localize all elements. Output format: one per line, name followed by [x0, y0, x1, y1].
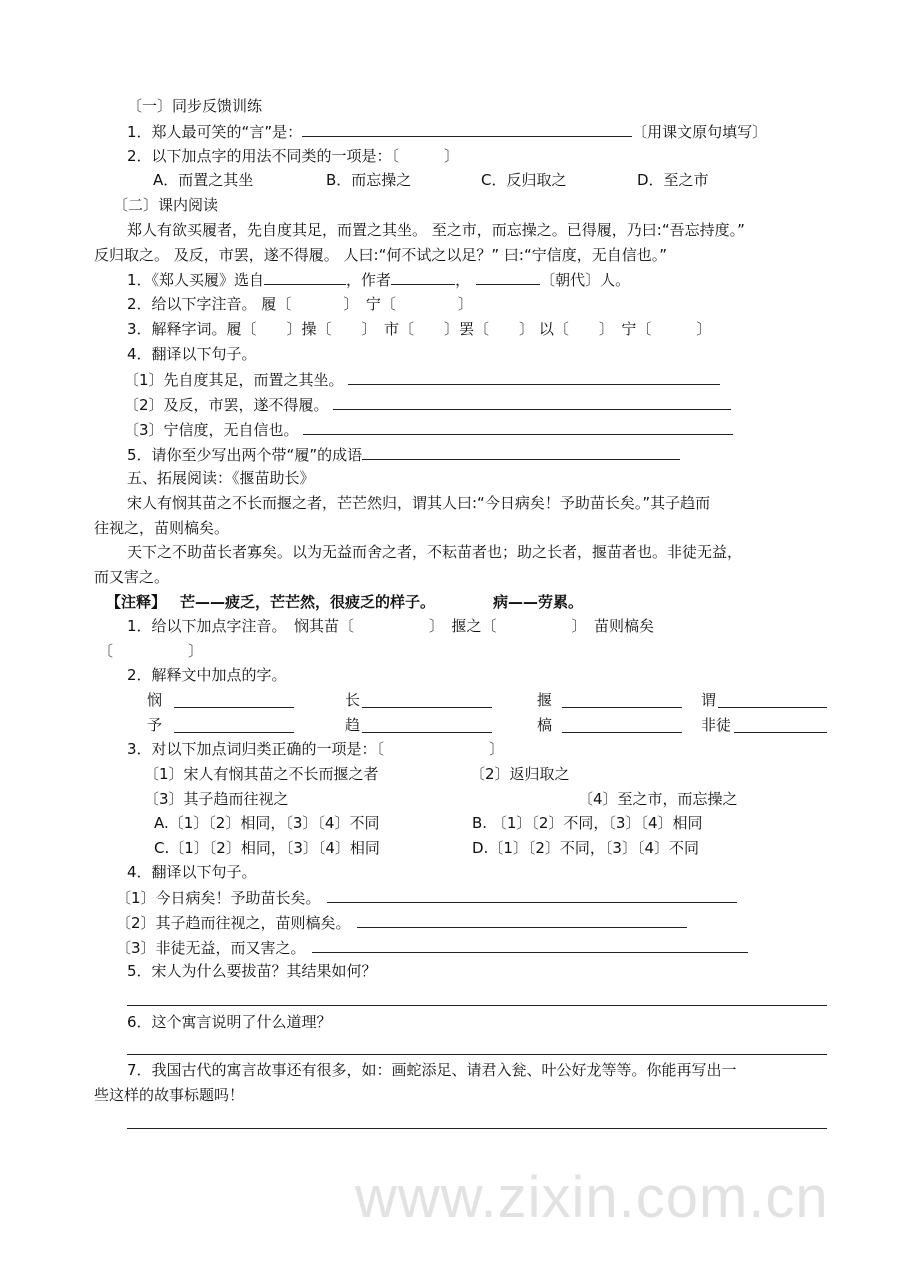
- s2-q1: [127, 269, 630, 289]
- q-text: 5．请你至少写出两个带“履”的成语: [127, 446, 363, 464]
- answer-blank[interactable]: [476, 269, 540, 285]
- s2-q2: [127, 294, 473, 314]
- word-label: 槁: [537, 716, 553, 734]
- section-3-title: 五、拓展阅读：《揠苗助长》: [127, 469, 315, 487]
- s2-q4-item: [124, 369, 720, 389]
- s3-q3-options: [154, 838, 844, 858]
- q-text: ，作者: [346, 271, 392, 289]
- option-b[interactable]: B．而忘操之: [326, 171, 412, 189]
- q-text: 〔1〕先自度其足，而置之其坐。: [124, 371, 344, 389]
- s3-q4: 4．翻译以下句子。: [127, 863, 257, 881]
- answer-blank[interactable]: [174, 717, 294, 733]
- s3-q2: 2．解释文中加点的字。: [127, 666, 287, 684]
- word-label: 悯: [147, 691, 163, 709]
- s3-q2-row: [147, 690, 837, 710]
- word-label: 非徒: [701, 716, 732, 734]
- word-label: 谓: [701, 691, 717, 709]
- option-a[interactable]: A.〔1〕〔2〕相同，〔3〕〔4〕不同: [154, 814, 380, 832]
- s3-q2-row: [147, 715, 837, 735]
- s2-q5: [127, 444, 680, 464]
- answer-blank[interactable]: [312, 937, 748, 953]
- s3-q1: 1．给以下加点字注音。 悯其苗〔 〕 揠之〔 〕 苗则槁矣: [127, 617, 655, 635]
- s3-q7-cont: 些这样的故事标题吗！: [94, 1086, 245, 1104]
- answer-blank[interactable]: [562, 692, 682, 708]
- s3-q4-item: [116, 887, 737, 907]
- answer-blank[interactable]: [348, 369, 720, 385]
- answer-blank[interactable]: [734, 717, 827, 733]
- answer-blank[interactable]: [718, 692, 827, 708]
- s2-q3: 3．解释字词。履〔 〕操〔 〕 市〔 〕罢〔 〕 以〔 〕 宁〔 〕: [127, 320, 712, 338]
- s3-q7: 7．我国古代的寓言故事还有很多，如：画蛇添足、请君入瓮、叶公好龙等等。你能再写出一: [127, 1061, 737, 1079]
- s1-q1: [127, 121, 767, 141]
- s2-q4-item: [124, 394, 731, 414]
- s2-q4-item: [124, 419, 733, 439]
- passage-line: 天下之不助苗长者寡矣。以为无益而舍之者，不耘苗者也；助之长者，揠苗者也。非徒无益，: [127, 543, 743, 561]
- passage-line: 宋人有悯其苗之不长而揠之者，芒芒然归，谓其人曰:“今日病矣！予助苗长矣。”其子趋而: [127, 494, 711, 512]
- answer-blank[interactable]: [391, 269, 455, 285]
- note-text: 病——劳累。: [493, 593, 584, 611]
- q-text: ，: [455, 271, 471, 289]
- item-text: 〔2〕返归取之: [470, 765, 570, 783]
- s3-q5: 5．宋人为什么要拔苗？其结果如何？: [127, 962, 377, 980]
- option-d[interactable]: D.〔1〕〔2〕不同，〔3〕〔4〕不同: [472, 839, 699, 857]
- answer-blank[interactable]: [362, 692, 492, 708]
- section-1-title: 〔一〕同步反馈训练: [127, 97, 263, 115]
- s3-q3-options: [154, 813, 844, 833]
- s1-q2: 2．以下加点字的用法不同类的一项是：〔 〕: [127, 147, 460, 165]
- s2-q4: 4．翻译以下句子。: [127, 345, 257, 363]
- passage-line: 而又害之。: [94, 568, 170, 586]
- s3-q6: 6．这个寓言说明了什么道理？: [127, 1013, 332, 1031]
- item-text: 〔4〕至之市，而忘操之: [578, 790, 738, 808]
- q-text: 2．给以下字注音。 履〔: [127, 295, 292, 313]
- word-label: 长: [345, 691, 361, 709]
- q-text: 〔1〕今日病矣！予助苗长矣。: [116, 889, 321, 907]
- s3-q3: 3．对以下加点词归类正确的一项是：〔 〕: [127, 740, 505, 758]
- answer-line[interactable]: [127, 1005, 827, 1006]
- q-text: 1．《郑人买履》选自: [127, 271, 265, 289]
- annotation: [106, 592, 583, 612]
- note-label: 【注释】: [106, 593, 167, 611]
- answer-blank[interactable]: [303, 419, 733, 435]
- q-text: 〕 宁〔: [343, 295, 396, 313]
- q-text: 〔3〕宁信度，无自信也。: [124, 421, 299, 439]
- item-text: 〔1〕宋人有悯其苗之不长而揠之者: [144, 765, 379, 783]
- item-text: 〔3〕其子趋而往视之: [144, 790, 289, 808]
- q-text: 〔用课文原句填写〕: [632, 123, 768, 141]
- answer-blank[interactable]: [264, 269, 346, 285]
- answer-blank[interactable]: [327, 887, 737, 903]
- passage-line: 郑人有欲买履者，先自度其足，而置之其坐。 至之市，而忘操之。已得履，乃曰:“吾忘持度。”: [127, 221, 745, 239]
- answer-blank[interactable]: [333, 394, 731, 410]
- q-text: 〔2〕及反，市罢，遂不得履。: [124, 396, 329, 414]
- option-d[interactable]: D．至之市: [637, 171, 709, 189]
- section-2-title: 〔二〕课内阅读: [113, 196, 219, 214]
- note-text: 芒——疲乏，芒芒然，很疲乏的样子。: [180, 593, 436, 611]
- option-b[interactable]: B. 〔1〕〔2〕不同，〔3〕〔4〕相同: [472, 814, 703, 832]
- answer-blank[interactable]: [562, 717, 682, 733]
- option-c[interactable]: C．反归取之: [481, 171, 567, 189]
- answer-blank[interactable]: [362, 717, 492, 733]
- s3-q4-item: [116, 937, 748, 957]
- answer-line[interactable]: [127, 1054, 827, 1055]
- s3-q4-item: [116, 912, 687, 932]
- s3-q3-items: [144, 789, 834, 809]
- passage-line: 往视之，苗则槁矣。: [94, 519, 230, 537]
- watermark: www.zixin.com.cn: [355, 1165, 829, 1230]
- word-label: 趋: [345, 716, 361, 734]
- answer-line[interactable]: [127, 1128, 827, 1129]
- q-text: 〔3〕非徒无益，而又害之。: [116, 939, 306, 957]
- word-label: 揠: [537, 691, 553, 709]
- q-text: 1．郑人最可笑的“言”是：: [127, 123, 303, 141]
- answer-blank[interactable]: [302, 121, 632, 137]
- option-c[interactable]: C.〔1〕〔2〕相同，〔3〕〔4〕相同: [154, 839, 380, 857]
- option-a[interactable]: A．而置之其坐: [153, 171, 254, 189]
- answer-blank[interactable]: [362, 444, 680, 460]
- answer-blank[interactable]: [174, 692, 294, 708]
- word-label: 予: [147, 716, 163, 734]
- s3-q3-items: [144, 764, 834, 784]
- s3-q1-cont: 〔 〕: [98, 642, 204, 660]
- q-text: 〕: [457, 295, 473, 313]
- q-text: 〔朝代〕人。: [540, 271, 631, 289]
- answer-blank[interactable]: [357, 912, 687, 928]
- q-text: 〔2〕其子趋而往视之，苗则槁矣。: [116, 914, 351, 932]
- passage-line: 反归取之。 及反，市罢，遂不得履。 人曰:“何不试之以足？” 曰:“宁信度，无自信也。”: [94, 246, 667, 264]
